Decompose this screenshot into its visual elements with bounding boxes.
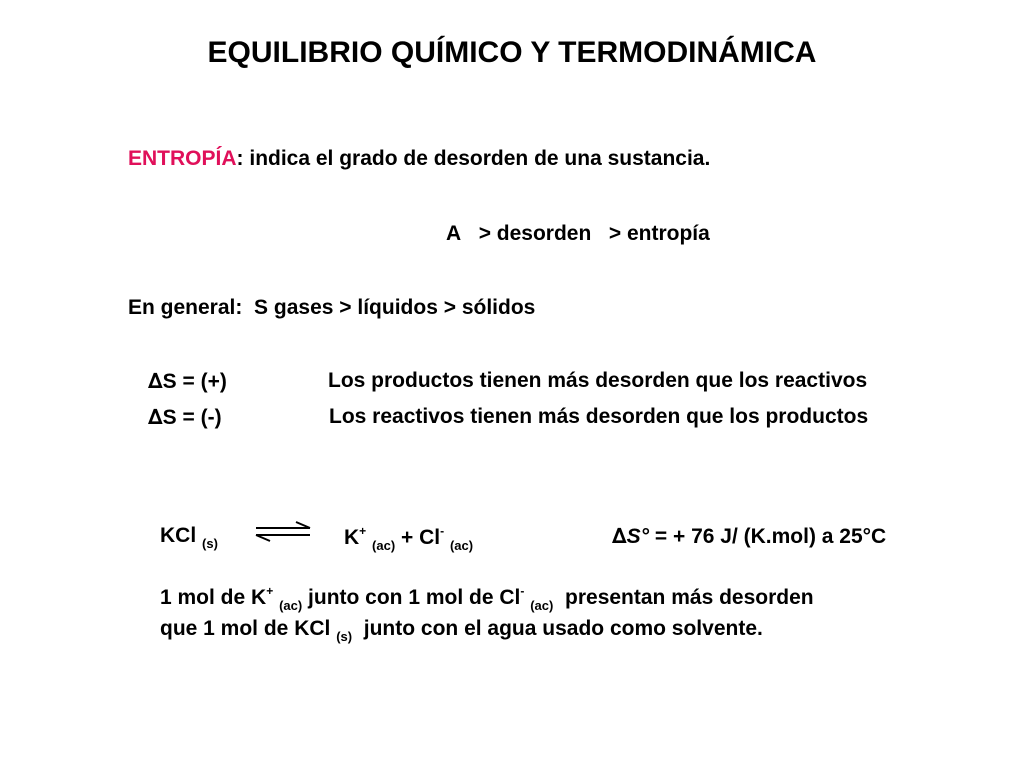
standard-entropy-value <box>612 524 886 549</box>
potassium-charge: + <box>359 524 367 538</box>
explanation-text: 1 mol de K <box>160 586 267 609</box>
general-gases: S gases <box>254 296 334 319</box>
relation-a: A <box>446 222 462 245</box>
explanation-line-1 <box>160 584 814 613</box>
negative-delta-s-label <box>148 405 222 430</box>
entropy-term: ENTROPÍA <box>128 147 237 170</box>
explanation-text: junto con 1 mol de Cl <box>308 586 521 609</box>
positive-delta-s-description: Los productos tienen más desorden que los reactivos <box>328 369 868 392</box>
greater-than-sign: > <box>339 296 352 319</box>
explanation-text: que 1 mol de KCl <box>160 617 331 640</box>
relation-desorden: desorden <box>496 222 592 245</box>
potassium-state: (ac) <box>372 538 396 553</box>
delta-symbol: ∆ <box>612 524 627 548</box>
kcl-reactant <box>160 524 218 551</box>
relation-entropia: entropía <box>626 222 710 245</box>
kcl-state: (s) <box>336 629 353 644</box>
kcl-formula: KCl <box>160 524 197 547</box>
plus-sign: + <box>401 526 414 549</box>
greater-than-sign: > <box>443 296 456 319</box>
entropy-value: = + 76 J/ (K.mol) a 25°C <box>654 525 887 548</box>
greater-than-sign: > <box>478 222 491 245</box>
entropy-definition <box>128 147 710 171</box>
definition-colon: : <box>236 147 244 170</box>
negative-delta-s-description: Los reactivos tienen más desorden que los productos <box>329 405 869 428</box>
slide-title: EQUILIBRIO QUÍMICO Y TERMODINÁMICA <box>207 36 817 69</box>
general-solidos: sólidos <box>461 296 536 319</box>
chloride-state: (ac) <box>530 598 554 613</box>
chloride-charge: - <box>440 524 445 538</box>
potassium-ion: K <box>344 526 360 549</box>
delta-s-sign: S = (+) <box>162 370 227 393</box>
general-rule <box>128 296 535 320</box>
potassium-state: (ac) <box>279 598 303 613</box>
explanation-text: presentan más desorden <box>565 586 814 609</box>
positive-delta-s-label <box>148 369 227 394</box>
kcl-state: (s) <box>202 536 218 551</box>
general-liquidos: líquidos <box>357 296 438 319</box>
explanation-text: junto con el agua usado como solvente. <box>363 617 763 640</box>
potassium-charge: + <box>266 584 274 598</box>
greater-than-sign: > <box>608 222 622 245</box>
delta-symbol: ∆ <box>148 369 163 393</box>
explanation-line-2 <box>160 617 763 644</box>
delta-s-sign: S = (-) <box>162 406 222 429</box>
delta-symbol: ∆ <box>148 405 163 429</box>
s-degree-symbol: S° <box>626 525 650 548</box>
chloride-charge: - <box>520 584 525 598</box>
chloride-state: (ac) <box>449 538 474 553</box>
general-prefix: En general: <box>128 296 243 319</box>
chloride-ion: Cl <box>419 526 441 549</box>
reaction-products <box>344 524 473 553</box>
equilibrium-arrows-icon <box>252 516 314 546</box>
disorder-relation <box>446 222 710 246</box>
definition-text: indica el grado de desorden de una sustancia. <box>249 147 711 170</box>
